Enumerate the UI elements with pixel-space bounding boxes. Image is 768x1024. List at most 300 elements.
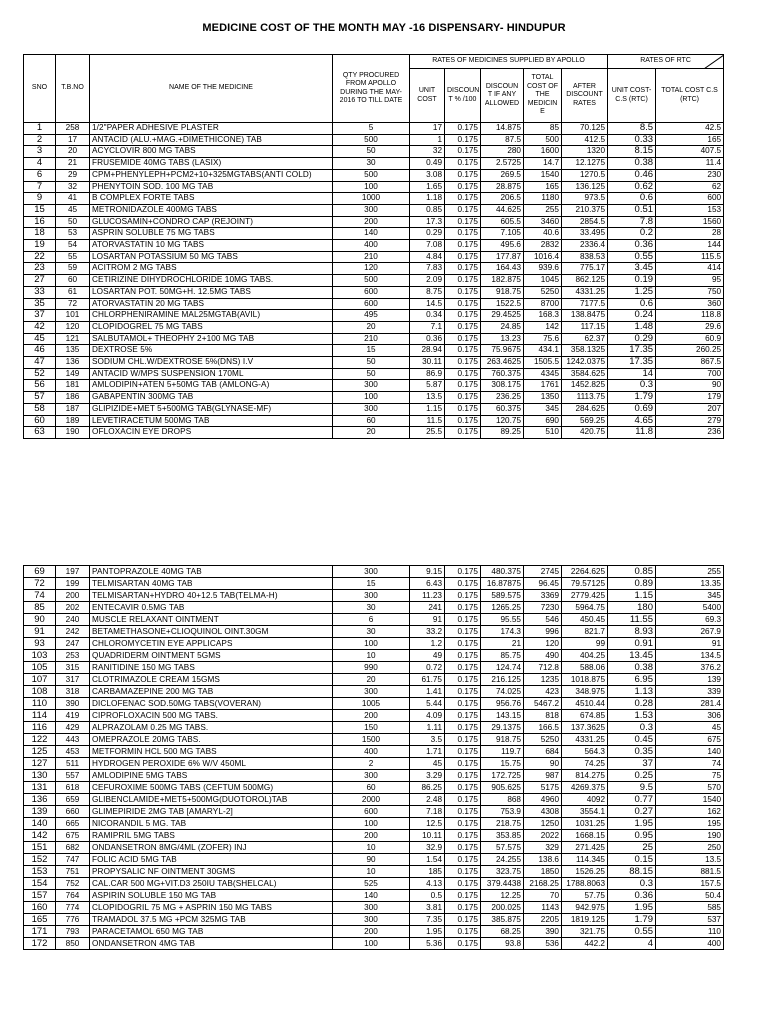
cell-qty: 300 xyxy=(333,902,410,914)
cell-rtc-total-cost: 585 xyxy=(656,902,724,914)
cell-discount: 0.175 xyxy=(445,854,481,866)
cell-rtc-unit-cost: 8.93 xyxy=(608,626,656,638)
cell-rtc-unit-cost: 0.3 xyxy=(608,878,656,890)
cell-rtc-total-cost: 60.9 xyxy=(656,333,724,345)
cell-total-cost: 40.6 xyxy=(524,228,562,240)
cell-qty: 1005 xyxy=(333,698,410,710)
cell-after-discount: 70.125 xyxy=(562,123,608,135)
cell-qty: 500 xyxy=(333,134,410,146)
cell-unit-cost: 11.23 xyxy=(410,590,445,602)
cell-rtc-total-cost: 139 xyxy=(656,674,724,686)
cell-unit-cost: 3.5 xyxy=(410,734,445,746)
table-row xyxy=(24,782,724,794)
cell-qty: 100 xyxy=(333,638,410,650)
cell-discount: 0.175 xyxy=(445,626,481,638)
cell-discount: 0.175 xyxy=(445,926,481,938)
diagonal-rule xyxy=(695,55,723,69)
cell-tbno: 511 xyxy=(56,758,90,770)
cell-rtc-unit-cost: 0.35 xyxy=(608,746,656,758)
cell-rtc-total-cost: 91 xyxy=(656,638,724,650)
cell-qty: 300 xyxy=(333,380,410,392)
cell-medicine-name: GLUCOSAMIN+CONDRO CAP (REJOINT) xyxy=(90,216,333,228)
cell-after-discount: 79.57125 xyxy=(562,578,608,590)
cell-unit-cost: 0.36 xyxy=(410,333,445,345)
cell-total-cost: 8700 xyxy=(524,298,562,310)
cell-unit-cost: 8.75 xyxy=(410,286,445,298)
cell-after-discount: 114.345 xyxy=(562,854,608,866)
cell-tbno: 189 xyxy=(56,415,90,427)
cell-discount-allowed: 918.75 xyxy=(481,286,524,298)
cell-tbno: 793 xyxy=(56,926,90,938)
cell-medicine-name: METFORMIN HCL 500 MG TABS xyxy=(90,746,333,758)
cell-discount: 0.175 xyxy=(445,782,481,794)
cell-total-cost: 2205 xyxy=(524,914,562,926)
cell-total-cost: 166.5 xyxy=(524,722,562,734)
cell-unit-cost: 91 xyxy=(410,614,445,626)
cell-discount: 0.175 xyxy=(445,415,481,427)
cell-sno: 142 xyxy=(24,830,56,842)
cell-rtc-total-cost: 5400 xyxy=(656,602,724,614)
cell-qty: 200 xyxy=(333,926,410,938)
cell-total-cost: 345 xyxy=(524,403,562,415)
cell-unit-cost: 0.72 xyxy=(410,662,445,674)
cell-after-discount: 137.3625 xyxy=(562,722,608,734)
cell-discount: 0.175 xyxy=(445,310,481,322)
table-row xyxy=(24,403,724,415)
cell-tbno: 20 xyxy=(56,146,90,158)
cell-medicine-name: NICORANDIL 5 MG. TAB xyxy=(90,818,333,830)
cell-total-cost: 939.6 xyxy=(524,263,562,275)
cell-rtc-total-cost: 28 xyxy=(656,228,724,240)
cell-medicine-name: CHLOROMYCETIN EYE APPLICAPS xyxy=(90,638,333,650)
cell-tbno: 247 xyxy=(56,638,90,650)
cell-tbno: 186 xyxy=(56,392,90,404)
cell-sno: 46 xyxy=(24,345,56,357)
cell-discount-allowed: 29.4525 xyxy=(481,310,524,322)
table-row xyxy=(24,321,724,333)
cell-after-discount: 1113.75 xyxy=(562,392,608,404)
table-body-bottom xyxy=(24,566,724,950)
cell-sno: 153 xyxy=(24,866,56,878)
cell-after-discount: 442.2 xyxy=(562,938,608,950)
cell-discount-allowed: 2.5725 xyxy=(481,158,524,170)
cell-unit-cost: 4.13 xyxy=(410,878,445,890)
cell-discount: 0.175 xyxy=(445,216,481,228)
cell-unit-cost: 25.5 xyxy=(410,427,445,439)
cell-medicine-name: GLIBENCLAMIDE+MET5+500MG(DUOTOROL)TAB xyxy=(90,794,333,806)
cell-rtc-total-cost: 600 xyxy=(656,193,724,205)
cell-rtc-total-cost: 190 xyxy=(656,830,724,842)
cell-tbno: 202 xyxy=(56,602,90,614)
cell-sno: 7 xyxy=(24,181,56,193)
cell-unit-cost: 49 xyxy=(410,650,445,662)
cell-tbno: 53 xyxy=(56,228,90,240)
cell-sno: 57 xyxy=(24,392,56,404)
cell-unit-cost: 0.85 xyxy=(410,204,445,216)
cell-discount: 0.175 xyxy=(445,427,481,439)
cell-discount: 0.175 xyxy=(445,380,481,392)
cell-sno: 23 xyxy=(24,263,56,275)
cell-after-discount: 588.06 xyxy=(562,662,608,674)
table-row xyxy=(24,333,724,345)
cell-rtc-unit-cost: 1.53 xyxy=(608,710,656,722)
cell-discount: 0.175 xyxy=(445,842,481,854)
table-row xyxy=(24,158,724,170)
cell-medicine-name: CAL.CAR 500 MG+VIT.D3 250IU TAB(SHELCAL) xyxy=(90,878,333,890)
cell-unit-cost: 32.9 xyxy=(410,842,445,854)
cell-qty: 20 xyxy=(333,427,410,439)
cell-rtc-unit-cost: 0.19 xyxy=(608,275,656,287)
cell-medicine-name: OMEPRAZOLE 20MG TABS. xyxy=(90,734,333,746)
cell-total-cost: 1235 xyxy=(524,674,562,686)
cell-rtc-unit-cost: 1.95 xyxy=(608,818,656,830)
cell-medicine-name: ACYCLOVIR 800 MG TABS xyxy=(90,146,333,158)
cell-sno: 58 xyxy=(24,403,56,415)
cell-discount-allowed: 918.75 xyxy=(481,734,524,746)
cell-medicine-name: LEVETIRACETUM 500MG TAB xyxy=(90,415,333,427)
cell-sno: 16 xyxy=(24,216,56,228)
cell-after-discount: 321.75 xyxy=(562,926,608,938)
cell-rtc-unit-cost: 1.15 xyxy=(608,590,656,602)
table-row xyxy=(24,590,724,602)
cell-qty: 90 xyxy=(333,854,410,866)
cell-discount: 0.175 xyxy=(445,746,481,758)
cell-total-cost: 2832 xyxy=(524,240,562,252)
cell-total-cost: 1143 xyxy=(524,902,562,914)
cell-after-discount: 271.425 xyxy=(562,842,608,854)
cell-total-cost: 4308 xyxy=(524,806,562,818)
cell-total-cost: 165 xyxy=(524,181,562,193)
cell-sno: 107 xyxy=(24,674,56,686)
cell-discount: 0.175 xyxy=(445,770,481,782)
cell-total-cost: 2745 xyxy=(524,566,562,578)
cell-unit-cost: 86.9 xyxy=(410,368,445,380)
table-row xyxy=(24,392,724,404)
cell-sno: 93 xyxy=(24,638,56,650)
cell-after-discount: 2854.5 xyxy=(562,216,608,228)
cell-medicine-name: RANITIDINE 150 MG TABS xyxy=(90,662,333,674)
header-rtc-unit: UNIT COST-C.S (RTC) xyxy=(608,69,656,123)
cell-tbno: 258 xyxy=(56,123,90,135)
cell-total-cost: 2168.25 xyxy=(524,878,562,890)
cell-tbno: 149 xyxy=(56,368,90,380)
cell-rtc-unit-cost: 0.33 xyxy=(608,134,656,146)
cell-unit-cost: 86.25 xyxy=(410,782,445,794)
cell-discount-allowed: 760.375 xyxy=(481,368,524,380)
cell-unit-cost: 1.2 xyxy=(410,638,445,650)
cell-rtc-unit-cost: 1.48 xyxy=(608,321,656,333)
cell-rtc-unit-cost: 0.27 xyxy=(608,806,656,818)
table-row xyxy=(24,193,724,205)
cell-medicine-name: ONDANSETRON 8MG/4ML (ZOFER) INJ xyxy=(90,842,333,854)
cell-medicine-name: DICLOFENAC SOD.50MG TABS(VOVERAN) xyxy=(90,698,333,710)
cell-total-cost: 138.6 xyxy=(524,854,562,866)
cell-tbno: 443 xyxy=(56,734,90,746)
cell-discount-allowed: 269.5 xyxy=(481,169,524,181)
cell-after-discount: 4331.25 xyxy=(562,734,608,746)
cell-rtc-unit-cost: 88.15 xyxy=(608,866,656,878)
cell-qty: 1500 xyxy=(333,734,410,746)
cell-rtc-unit-cost: 0.45 xyxy=(608,734,656,746)
cell-medicine-name: PARACETAMOL 650 MG TAB xyxy=(90,926,333,938)
cell-unit-cost: 7.83 xyxy=(410,263,445,275)
cell-discount-allowed: 172.725 xyxy=(481,770,524,782)
cell-qty: 100 xyxy=(333,938,410,950)
cell-qty: 50 xyxy=(333,357,410,369)
header-tbno: T.B.NO xyxy=(56,55,90,123)
cell-medicine-name: CETIRIZINE DIHYDROCHLORIDE 10MG TABS. xyxy=(90,275,333,287)
cell-discount: 0.175 xyxy=(445,662,481,674)
cell-total-cost: 1505.5 xyxy=(524,357,562,369)
cell-discount: 0.175 xyxy=(445,890,481,902)
cell-tbno: 747 xyxy=(56,854,90,866)
cell-unit-cost: 7.18 xyxy=(410,806,445,818)
cell-discount: 0.175 xyxy=(445,614,481,626)
cell-discount-allowed: 956.76 xyxy=(481,698,524,710)
cell-rtc-total-cost: 306 xyxy=(656,710,724,722)
cell-after-discount: 4510.44 xyxy=(562,698,608,710)
header-total-cost: TOTAL COST OF THE MEDICIN E xyxy=(524,69,562,123)
cell-rtc-unit-cost: 1.13 xyxy=(608,686,656,698)
cell-rtc-total-cost: 165 xyxy=(656,134,724,146)
cell-unit-cost: 10.11 xyxy=(410,830,445,842)
cell-rtc-total-cost: 74 xyxy=(656,758,724,770)
header-discount: DISCOUN T % /100 xyxy=(445,69,481,123)
cell-qty: 10 xyxy=(333,866,410,878)
cell-total-cost: 423 xyxy=(524,686,562,698)
cell-unit-cost: 1.54 xyxy=(410,854,445,866)
cell-medicine-name: CLOPIDOGREL 75 MG TABS xyxy=(90,321,333,333)
table-row xyxy=(24,794,724,806)
cell-discount-allowed: 308.175 xyxy=(481,380,524,392)
cell-unit-cost: 5.87 xyxy=(410,380,445,392)
cell-rtc-unit-cost: 0.6 xyxy=(608,298,656,310)
cell-tbno: 29 xyxy=(56,169,90,181)
cell-qty: 30 xyxy=(333,602,410,614)
cell-discount: 0.175 xyxy=(445,794,481,806)
cell-discount: 0.175 xyxy=(445,698,481,710)
table-row xyxy=(24,686,724,698)
cell-sno: 160 xyxy=(24,902,56,914)
page-title: MEDICINE COST OF THE MONTH MAY -16 DISPENSARY- HINDUPUR xyxy=(202,22,566,34)
cell-after-discount: 7177.5 xyxy=(562,298,608,310)
cell-tbno: 675 xyxy=(56,830,90,842)
cell-total-cost: 90 xyxy=(524,758,562,770)
cell-rtc-total-cost: 675 xyxy=(656,734,724,746)
cell-qty: 200 xyxy=(333,710,410,722)
cell-discount-allowed: 218.75 xyxy=(481,818,524,830)
cell-sno: 172 xyxy=(24,938,56,950)
cell-unit-cost: 2.09 xyxy=(410,275,445,287)
cell-rtc-unit-cost: 0.51 xyxy=(608,204,656,216)
cell-unit-cost: 241 xyxy=(410,602,445,614)
cell-rtc-unit-cost: 25 xyxy=(608,842,656,854)
cell-sno: 131 xyxy=(24,782,56,794)
cell-after-discount: 973.5 xyxy=(562,193,608,205)
cell-rtc-total-cost: 11.4 xyxy=(656,158,724,170)
cell-tbno: 72 xyxy=(56,298,90,310)
cell-rtc-total-cost: 140 xyxy=(656,746,724,758)
cell-qty: 100 xyxy=(333,818,410,830)
cell-total-cost: 7230 xyxy=(524,602,562,614)
cell-discount-allowed: 15.75 xyxy=(481,758,524,770)
cell-discount-allowed: 95.55 xyxy=(481,614,524,626)
cell-unit-cost: 2.48 xyxy=(410,794,445,806)
cell-after-discount: 1031.25 xyxy=(562,818,608,830)
cell-qty: 30 xyxy=(333,158,410,170)
cell-tbno: 253 xyxy=(56,650,90,662)
cell-total-cost: 255 xyxy=(524,204,562,216)
cell-total-cost: 168.3 xyxy=(524,310,562,322)
cell-unit-cost: 7.1 xyxy=(410,321,445,333)
cell-discount: 0.175 xyxy=(445,298,481,310)
cell-sno: 56 xyxy=(24,380,56,392)
cell-sno: 108 xyxy=(24,686,56,698)
cell-unit-cost: 30.11 xyxy=(410,357,445,369)
cell-qty: 140 xyxy=(333,890,410,902)
cell-discount-allowed: 353.85 xyxy=(481,830,524,842)
cell-after-discount: 4269.375 xyxy=(562,782,608,794)
cell-discount: 0.175 xyxy=(445,914,481,926)
cell-tbno: 197 xyxy=(56,566,90,578)
cell-sno: 171 xyxy=(24,926,56,938)
cell-unit-cost: 28.94 xyxy=(410,345,445,357)
cell-qty: 500 xyxy=(333,275,410,287)
cell-rtc-total-cost: 267.9 xyxy=(656,626,724,638)
cell-medicine-name: ANTACID W/MPS SUSPENSION 170ML xyxy=(90,368,333,380)
cell-discount-allowed: 24.255 xyxy=(481,854,524,866)
cell-total-cost: 3460 xyxy=(524,216,562,228)
cell-rtc-unit-cost: 0.36 xyxy=(608,240,656,252)
table-row xyxy=(24,275,724,287)
cell-rtc-unit-cost: 6.95 xyxy=(608,674,656,686)
cell-qty: 300 xyxy=(333,590,410,602)
header-discount-allowed: DISCOUN T IF ANY ALLOWED xyxy=(481,69,524,123)
cell-discount: 0.175 xyxy=(445,240,481,252)
cell-rtc-unit-cost: 0.3 xyxy=(608,380,656,392)
cell-tbno: 200 xyxy=(56,590,90,602)
table-body-top xyxy=(24,123,724,439)
cell-qty: 6 xyxy=(333,614,410,626)
cell-tbno: 317 xyxy=(56,674,90,686)
cell-total-cost: 14.7 xyxy=(524,158,562,170)
cell-sno: 154 xyxy=(24,878,56,890)
cell-sno: 110 xyxy=(24,698,56,710)
cell-rtc-unit-cost: 0.46 xyxy=(608,169,656,181)
cell-unit-cost: 7.35 xyxy=(410,914,445,926)
cell-unit-cost: 1.71 xyxy=(410,746,445,758)
table-row xyxy=(24,854,724,866)
cell-unit-cost: 0.49 xyxy=(410,158,445,170)
cell-medicine-name: HYDROGEN PEROXIDE 6% W/V 450ML xyxy=(90,758,333,770)
cell-after-discount: 210.375 xyxy=(562,204,608,216)
cell-medicine-name: CPM+PHENYLEPH+PCM2+10+325MGTABS(ANTI COLD) xyxy=(90,169,333,181)
table-row xyxy=(24,263,724,275)
cell-rtc-unit-cost: 3.45 xyxy=(608,263,656,275)
cell-discount: 0.175 xyxy=(445,368,481,380)
cell-medicine-name: ENTECAVIR 0.5MG TAB xyxy=(90,602,333,614)
cell-rtc-total-cost: 90 xyxy=(656,380,724,392)
cell-sno: 52 xyxy=(24,368,56,380)
cell-after-discount: 450.45 xyxy=(562,614,608,626)
cell-total-cost: 5250 xyxy=(524,286,562,298)
cell-rtc-total-cost: 42.5 xyxy=(656,123,724,135)
cell-medicine-name: SODIUM CHL.W/DEXTROSE 5%(DNS) I.V xyxy=(90,357,333,369)
cell-qty: 50 xyxy=(333,368,410,380)
cell-rtc-unit-cost: 0.24 xyxy=(608,310,656,322)
cell-total-cost: 390 xyxy=(524,926,562,938)
cell-discount: 0.175 xyxy=(445,638,481,650)
cell-rtc-unit-cost: 0.25 xyxy=(608,770,656,782)
cell-total-cost: 75.6 xyxy=(524,333,562,345)
cell-discount: 0.175 xyxy=(445,722,481,734)
cell-rtc-unit-cost: 4 xyxy=(608,938,656,950)
cell-rtc-unit-cost: 17.35 xyxy=(608,345,656,357)
table-row xyxy=(24,902,724,914)
cell-discount: 0.175 xyxy=(445,263,481,275)
cell-rtc-total-cost: 339 xyxy=(656,686,724,698)
cell-qty: 150 xyxy=(333,722,410,734)
cell-rtc-unit-cost: 37 xyxy=(608,758,656,770)
cell-rtc-unit-cost: 1.25 xyxy=(608,286,656,298)
cell-discount: 0.175 xyxy=(445,902,481,914)
cell-rtc-total-cost: 360 xyxy=(656,298,724,310)
cell-rtc-total-cost: 13.35 xyxy=(656,578,724,590)
cell-discount: 0.175 xyxy=(445,123,481,135)
cell-qty: 60 xyxy=(333,415,410,427)
table-row xyxy=(24,228,724,240)
cell-rtc-unit-cost: 11.55 xyxy=(608,614,656,626)
cell-unit-cost: 1 xyxy=(410,134,445,146)
cell-medicine-name: RAMIPRIL 5MG TABS xyxy=(90,830,333,842)
cell-qty: 300 xyxy=(333,566,410,578)
cell-total-cost: 1016.4 xyxy=(524,251,562,263)
cell-after-discount: 1242.0375 xyxy=(562,357,608,369)
table-row xyxy=(24,298,724,310)
cell-after-discount: 404.25 xyxy=(562,650,608,662)
table-row xyxy=(24,310,724,322)
cell-after-discount: 3584.625 xyxy=(562,368,608,380)
cell-rtc-unit-cost: 0.28 xyxy=(608,698,656,710)
cell-rtc-unit-cost: 1.79 xyxy=(608,392,656,404)
cell-rtc-unit-cost: 180 xyxy=(608,602,656,614)
cell-discount: 0.175 xyxy=(445,146,481,158)
cell-total-cost: 690 xyxy=(524,415,562,427)
table-row xyxy=(24,123,724,135)
cell-discount: 0.175 xyxy=(445,686,481,698)
cell-tbno: 618 xyxy=(56,782,90,794)
cell-discount-allowed: 60.375 xyxy=(481,403,524,415)
cell-sno: 152 xyxy=(24,854,56,866)
cell-medicine-name: TRAMADOL 37.5 MG +PCM 325MG TAB xyxy=(90,914,333,926)
cell-sno: 9 xyxy=(24,193,56,205)
cell-total-cost: 1045 xyxy=(524,275,562,287)
cell-rtc-unit-cost: 0.91 xyxy=(608,638,656,650)
table-row xyxy=(24,914,724,926)
table-row xyxy=(24,842,724,854)
cell-rtc-unit-cost: 7.8 xyxy=(608,216,656,228)
cell-rtc-total-cost: 179 xyxy=(656,392,724,404)
cell-rtc-total-cost: 414 xyxy=(656,263,724,275)
cell-after-discount: 564.3 xyxy=(562,746,608,758)
cell-tbno: 429 xyxy=(56,722,90,734)
cell-rtc-total-cost: 134.5 xyxy=(656,650,724,662)
cell-qty: 10 xyxy=(333,842,410,854)
cell-rtc-total-cost: 144 xyxy=(656,240,724,252)
cell-discount: 0.175 xyxy=(445,674,481,686)
cell-tbno: 390 xyxy=(56,698,90,710)
cell-qty: 2 xyxy=(333,758,410,770)
